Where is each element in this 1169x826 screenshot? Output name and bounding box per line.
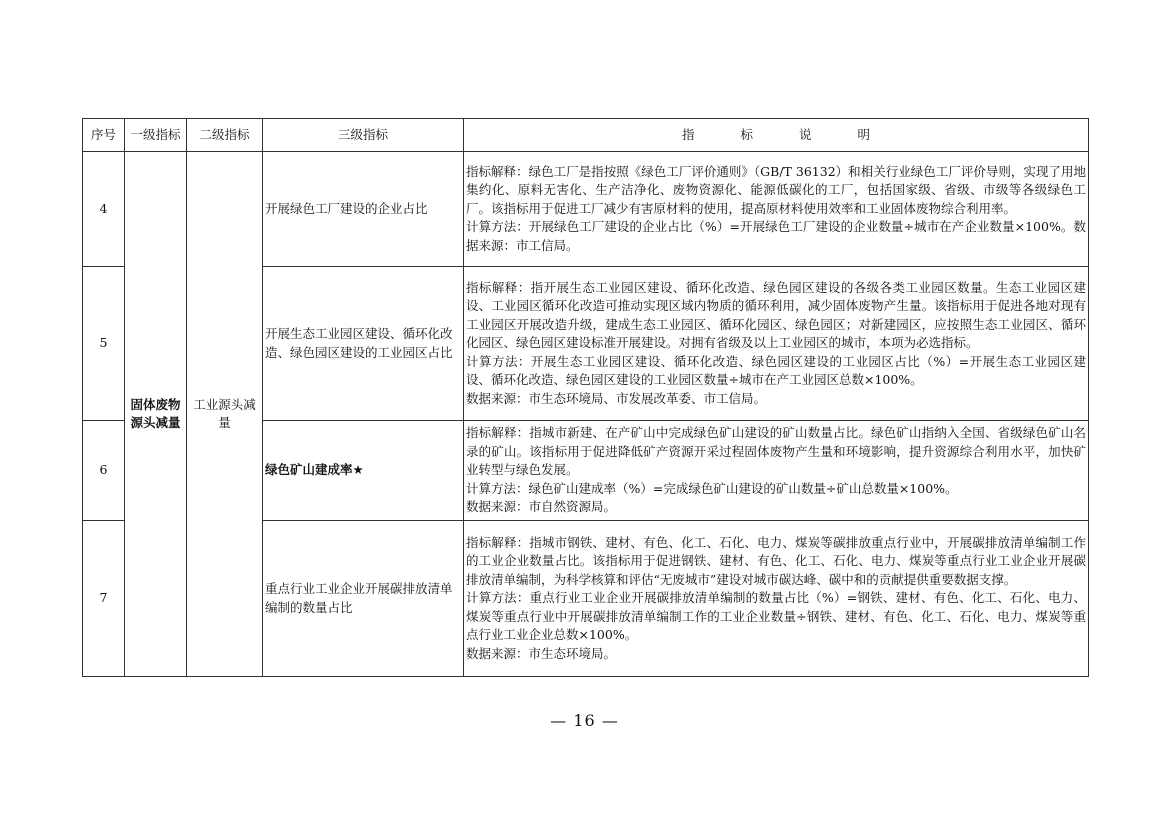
level3-indicator: 重点行业工业企业开展碳排放清单编制的数量占比: [263, 521, 464, 677]
data-source-text: 数据来源：市生态环境局。: [466, 645, 617, 661]
calculation-text: 计算方法：重点行业工业企业开展碳排放清单编制的数量占比（%）=钢铁、建材、有色、化工、石化、电力、煤炭等重点行业中开展碳排放清单编制工作的工业企业数量÷钢铁、建材、有色、化工、石化、电力、煤炭等重点行业工业企业总数×100%。: [466, 590, 1086, 643]
calculation-text: 计算方法：绿色矿山建成率（%）=完成绿色矿山建设的矿山数量÷矿山总数量×100%。: [466, 480, 958, 496]
header-level1: 一级指标: [125, 119, 187, 152]
calculation-text: 计算方法：开展绿色工厂建设的企业占比（%）=开展绿色工厂建设的企业数量÷城市在产企业数量×100%。数据来源：市工信局。: [466, 219, 1086, 253]
data-source-text: 数据来源：市自然资源局。: [466, 499, 617, 515]
explanation-text: 指标解释：指城市钢铁、建材、有色、化工、石化、电力、煤炭等碳排放重点行业中，开展碳排放清单编制工作的工业企业数量占比。该指标用于促进钢铁、建材、有色、化工、石化、电力、煤炭等重点行业工业企业开展碳排放清单编制，为科学核算和评估“无废城市”建设对城市碳达峰、碳中和的贡献提供重要数据支撑。: [466, 535, 1086, 587]
explanation-text: 指标解释：指城市新建、在产矿山中完成绿色矿山建设的矿山数量占比。绿色矿山指纳入全国、省级绿色矿山名录的矿山。该指标用于促进降低矿产资源开采过程固体废物产生量和环境影响，提升资源综合利用水平，加快矿业转型与绿色发展。: [466, 425, 1086, 478]
data-source-text: 数据来源：市生态环境局、市发展改革委、市工信局。: [466, 390, 767, 406]
table-header-row: [83, 119, 1089, 152]
level3-indicator: 开展生态工业园区建设、循环化改造、绿色园区建设的工业园区占比: [263, 267, 464, 421]
indicator-explanation: [464, 152, 1089, 267]
indicator-explanation: [464, 521, 1089, 677]
table-row: [83, 152, 1089, 267]
indicator-table: [82, 118, 1089, 677]
row-seq: 5: [83, 267, 125, 421]
header-explain: 指标说明: [464, 119, 1089, 152]
header-seq: 序号: [83, 119, 125, 152]
row-seq: 7: [83, 521, 125, 677]
page-number: — 16 —: [550, 711, 619, 730]
row-seq: 6: [83, 421, 125, 521]
header-level2: 二级指标: [187, 119, 263, 152]
calculation-text: 计算方法：开展生态工业园区建设、循环化改造、绿色园区建设的工业园区占比（%）=开展生态工业园区建设、循环化改造、绿色园区建设的工业园区数量÷城市在产工业园区总数×100%。: [466, 353, 1086, 388]
level1-indicator: 固体废物源头减量: [125, 152, 187, 677]
indicator-explanation: [464, 421, 1089, 521]
explanation-text: 指标解释：绿色工厂是指按照《绿色工厂评价通则》（GB/T 36132）和相关行业绿色工厂评价导则，实现了用地集约化、原料无害化、生产洁净化、废物资源化、能源低碳化的工厂，包括国家级、省级、市级等各级绿色工厂。该指标用于促进工厂减少有害原材料的使用，提高原材料使用效率和工业固体废物综合利用率。: [466, 163, 1086, 216]
indicator-explanation: [464, 267, 1089, 421]
level3-indicator: 绿色矿山建成率★: [263, 421, 464, 521]
level2-indicator: 工业源头减量: [187, 152, 263, 677]
header-level3: 三级指标: [263, 119, 464, 152]
level3-indicator: 开展绿色工厂建设的企业占比: [263, 152, 464, 267]
row-seq: 4: [83, 152, 125, 267]
explanation-text: 指标解释：指开展生态工业园区建设、循环化改造、绿色园区建设的各级各类工业园区数量。生态工业园区建设、工业园区循环化改造可推动实现区域内物质的循环利用，减少固体废物产生量。该指标用于促进各地对现有工业园区开展改造升级，建成生态工业园区、循环化园区、绿色园区；对新建园区，应按照生态工业园区、循环化园区、绿色园区建设标准开展建设。对拥有省级及以上工业园区的城市，本项为必选指标。: [466, 280, 1086, 351]
